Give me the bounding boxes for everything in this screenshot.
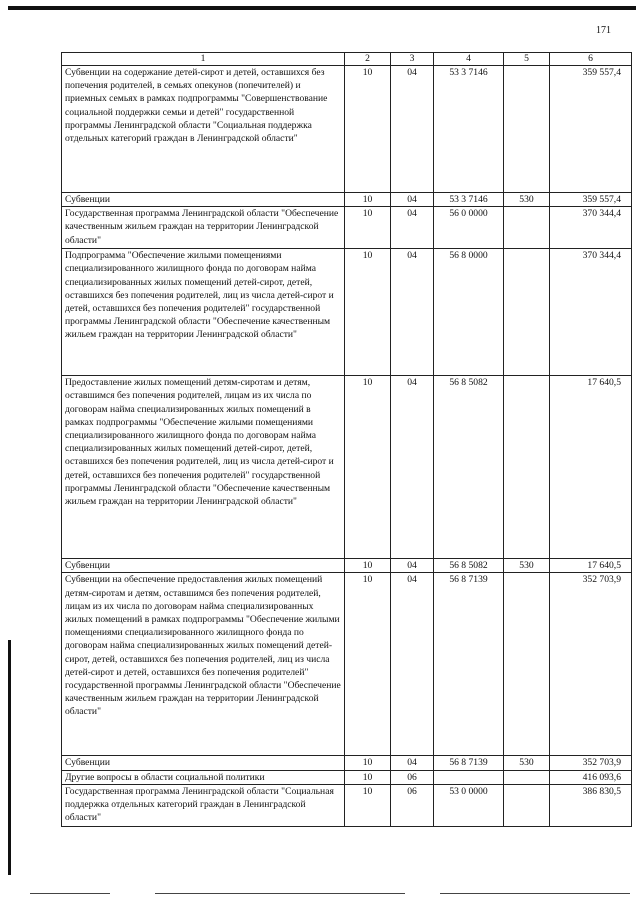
row-sum: 17 640,5: [550, 559, 632, 573]
row-vr: 530: [504, 193, 550, 207]
row-vr: [504, 784, 550, 826]
row-vr: [504, 207, 550, 249]
row-sum: 352 703,9: [550, 756, 632, 770]
row-sum: 17 640,5: [550, 376, 632, 559]
row-rz: 10: [345, 559, 391, 573]
row-name: Государственная программа Ленинградской области "Социальная поддержка отдельных категорий граждан в Ленинградской области": [62, 784, 345, 826]
row-name: Субвенции на содержание детей-сирот и детей, оставшихся без попечения родителей, в семьях опекунов (попечителей) и приемных семьях в рамках подпрограммы "Совершенствование социальной поддержки семьи и детей" государственной программы Ленинградской области "Социальная поддержка отдельных категорий граждан в Ленинградской области": [62, 66, 345, 193]
table-row: [62, 756, 632, 770]
table-header-row: [62, 53, 632, 66]
column-header: 2: [345, 53, 391, 66]
column-header: 1: [62, 53, 345, 66]
table-row: [62, 249, 632, 376]
row-vr: 530: [504, 559, 550, 573]
row-name: Субвенции: [62, 559, 345, 573]
page-number: 171: [596, 25, 611, 36]
row-vr: 530: [504, 756, 550, 770]
row-pr: 04: [391, 756, 434, 770]
row-vr: [504, 66, 550, 193]
row-pr: 04: [391, 573, 434, 756]
column-header: 6: [550, 53, 632, 66]
row-pr: 04: [391, 249, 434, 376]
row-name: Субвенции: [62, 756, 345, 770]
row-cs: 53 3 7146: [434, 193, 504, 207]
table-row: [62, 193, 632, 207]
row-sum: 359 557,4: [550, 66, 632, 193]
table-row: [62, 376, 632, 559]
row-rz: 10: [345, 249, 391, 376]
table-row: [62, 66, 632, 193]
row-rz: 10: [345, 784, 391, 826]
row-sum: 370 344,4: [550, 207, 632, 249]
row-rz: 10: [345, 756, 391, 770]
row-vr: [504, 770, 550, 784]
table-row: [62, 784, 632, 826]
row-name: Предоставление жилых помещений детям-сиротам и детям, оставшимся без попечения родителей, лицам из их числа по договорам найма специализированных жилых помещений в рамках подпрограммы "Обеспечение жилыми помещениями специализированного жилищного фонда по договорам найма специализированных жилых помещений детей-сирот, детей, оставшихся без попечения родителей, лиц из числа детей-сирот и детей, оставшихся без попечения родителей" государственной программы Ленинградской области "Обеспечение качественным жильем граждан на территории Ленинградской области": [62, 376, 345, 559]
row-pr: 04: [391, 193, 434, 207]
row-pr: 06: [391, 770, 434, 784]
row-cs: 56 8 7139: [434, 573, 504, 756]
row-rz: 10: [345, 770, 391, 784]
column-header: 3: [391, 53, 434, 66]
row-cs: 56 8 5082: [434, 559, 504, 573]
footer-scan-line: [440, 893, 630, 894]
row-sum: 359 557,4: [550, 193, 632, 207]
row-pr: 04: [391, 207, 434, 249]
footer-scan-line: [30, 893, 110, 894]
column-header: 5: [504, 53, 550, 66]
row-pr: 04: [391, 559, 434, 573]
top-border-line: [8, 6, 636, 10]
row-vr: [504, 573, 550, 756]
row-cs: [434, 770, 504, 784]
row-vr: [504, 376, 550, 559]
row-name: Субвенции: [62, 193, 345, 207]
row-sum: 416 093,6: [550, 770, 632, 784]
table-row: [62, 207, 632, 249]
row-cs: 56 8 7139: [434, 756, 504, 770]
table-row: [62, 573, 632, 756]
row-name: Другие вопросы в области социальной политики: [62, 770, 345, 784]
footer-scan-line: [155, 893, 405, 894]
row-cs: 56 8 5082: [434, 376, 504, 559]
row-name: Субвенции на обеспечение предоставления жилых помещений детям-сиротам и детям, оставшимся без попечения родителей, лицам из их числа по договорам найма специализированных жилых помещений в рамках подпрограммы "Обеспечение жилыми помещениями специализированного жилищного фонда по договорам найма специализированных жилых помещений детей-сирот, детей, оставшихся без попечения родителей, лиц из числа детей-сирот и детей, оставшихся без попечения родителей" государственной программы Ленинградской области "Обеспечение качественным жильем граждан на территории Ленинградской области": [62, 573, 345, 756]
row-pr: 04: [391, 376, 434, 559]
column-header: 4: [434, 53, 504, 66]
row-rz: 10: [345, 207, 391, 249]
row-pr: 04: [391, 66, 434, 193]
row-sum: 370 344,4: [550, 249, 632, 376]
row-rz: 10: [345, 193, 391, 207]
table-row: [62, 770, 632, 784]
row-rz: 10: [345, 573, 391, 756]
table-row: [62, 559, 632, 573]
row-name: Государственная программа Ленинградской области "Обеспечение качественным жильем граждан на территории Ленинградской области": [62, 207, 345, 249]
row-name: Подпрограмма "Обеспечение жилыми помещениями специализированного жилищного фонда по договорам найма специализированных жилых помещений детей-сирот, детей, оставшихся без попечения родителей, лиц из числа детей-сирот и детей, оставшихся без попечения родителей" государственной программы Ленинградской области "Обеспечение качественным жильем граждан на территории Ленинградской области": [62, 249, 345, 376]
budget-table: [61, 52, 632, 827]
row-rz: 10: [345, 66, 391, 193]
row-vr: [504, 249, 550, 376]
row-cs: 56 0 0000: [434, 207, 504, 249]
left-margin-mark: [8, 640, 11, 875]
row-cs: 53 3 7146: [434, 66, 504, 193]
row-cs: 53 0 0000: [434, 784, 504, 826]
row-sum: 352 703,9: [550, 573, 632, 756]
row-sum: 386 830,5: [550, 784, 632, 826]
row-pr: 06: [391, 784, 434, 826]
row-cs: 56 8 0000: [434, 249, 504, 376]
row-rz: 10: [345, 376, 391, 559]
